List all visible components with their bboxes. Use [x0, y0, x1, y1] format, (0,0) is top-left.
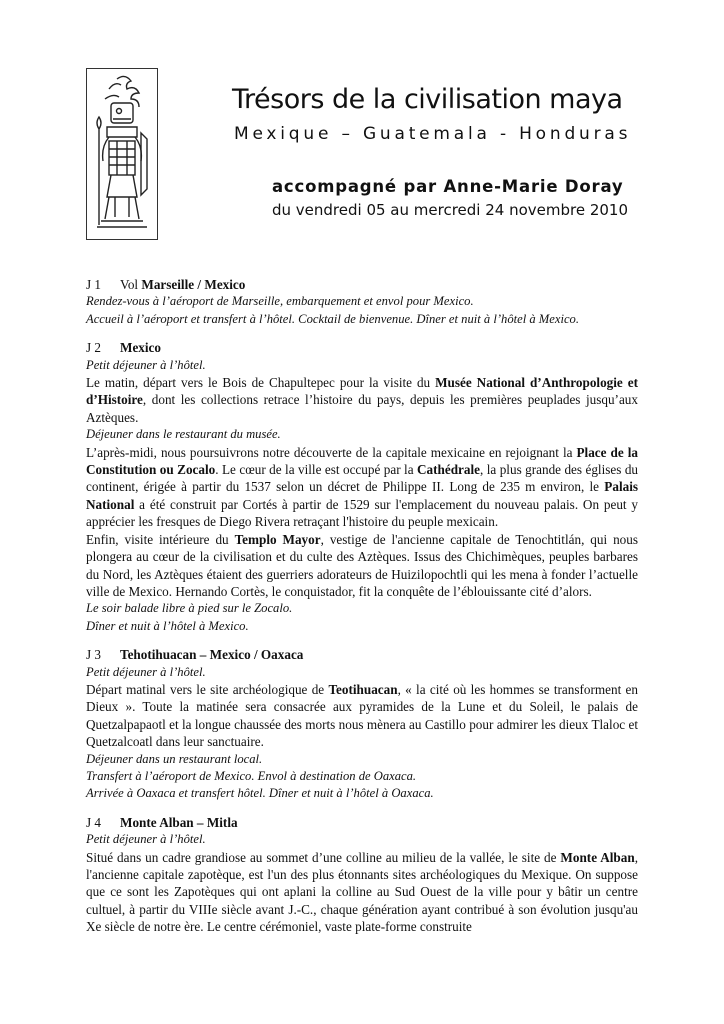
- bold-term: Templo Mayor: [234, 531, 321, 547]
- bold-term: Musée National d’Anthropologie et d’Histoire: [86, 375, 638, 408]
- dates-line: du vendredi 05 au mercredi 24 novembre 2010: [272, 201, 629, 219]
- itinerary: [86, 276, 638, 947]
- paragraph: Départ matinal vers le site archéologique de Teotihuacan, « la cité où les hommes se transforment en Dieux ». Toute la matinée sera consacrée aux pyramides de la Lune et du Soleil, le palais de Quetzalpapaotl et la longue chaussée des morts nous mènera au Castillo pour admirer les dieux Tlaloc et Quetzalcoatl dans leur sanctuaire.: [86, 681, 639, 750]
- bold-term: Place de la Constitution ou Zocalo: [86, 444, 638, 478]
- mayan-figure-logo: [86, 68, 158, 240]
- day-title: [120, 276, 245, 293]
- italic-note: Arrivée à Oaxaca et transfert hôtel. Dîner et nuit à l’hôtel à Oaxaca.: [86, 786, 434, 801]
- paragraph: Le matin, départ vers le Bois de Chapultepec pour la visite du Musée National d’Anthropologie et d’Histoire, dont les collections retrace l’histoire du pays, depuis les premières peuplades jusqu’aux Aztèques.: [86, 375, 638, 425]
- bold-term: Monte Alban: [560, 849, 635, 865]
- bold-term: Teotihuacan: [328, 681, 398, 697]
- paragraph: Enfin, visite intérieure du Templo Mayor, vestige de l'ancienne capitale de Tenochtitlán, qui nous plongera au cœur de la civilisation et du culte des Aztèques. Issus des Chichimèques, peuples barbares du Nord, les Aztèques étaient des guerriers adorateurs de Huizilopochtli qui les mena à fonder l’actuelle ville de Mexico. Hernando Cortès, le conquistador, fit la conquête de l’éblouissante cité d’alors.: [86, 531, 638, 599]
- italic-note: Transfert à l’aéroport de Mexico. Envol à destination de Oaxaca.: [86, 768, 417, 783]
- day-title: [120, 339, 161, 356]
- day-number: J 3: [86, 647, 102, 663]
- bold-term: Palais National: [86, 479, 638, 512]
- day-section: [86, 276, 638, 328]
- paragraph: L’après-midi, nous poursuivrons notre découverte de la capitale mexicaine en rejoignant la Place de la Constitution ou Zocalo. Le cœur de la ville est occupé par la Cathédrale, la plus grande des églises du continent, érigée à partir du 1537 selon un décret de Philippe II. Long de 235 m environ, le Palais National a été construit par Cortés à partir de 1529 sur l'emplacement du nouveau palais. On peut y apprécier les fresques de Diego Rivera retraçant l'histoire du peuple mexicain.: [86, 444, 639, 530]
- day-heading: [86, 276, 638, 293]
- bold-term: Cathédrale: [417, 462, 481, 478]
- day-title-text: Mexico: [120, 340, 162, 356]
- guide-line: accompagné par Anne-Marie Doray: [272, 177, 624, 196]
- day-section: [86, 646, 638, 803]
- italic-note: Rendez-vous à l’aéroport de Marseille, embarquement et envol pour Mexico.: [86, 294, 474, 309]
- day-title-text: Monte Alban – Mitla: [120, 814, 238, 830]
- day-number: J 1: [86, 277, 102, 292]
- paragraph: Situé dans un cadre grandiose au sommet d’une colline au milieu de la vallée, le site de Monte Alban, l'ancienne capitale zapotèque, est l'un des plus étonnants sites archéologiques du Mexique. On suppose que ce sont les Zapotèques qui ont aplani la colline au Sud Ouest de la ville pour y bâtir un centre cultuel, à partir du VIIIe siècle avant J.-C., chaque génération ayant contribué à son évolution jusqu'au Xe siècle de notre ère. Le centre cérémoniel, vaste plate-forme construite: [86, 849, 638, 935]
- italic-note: Déjeuner dans le restaurant du musée.: [86, 427, 281, 442]
- italic-note: Petit déjeuner à l’hôtel.: [86, 357, 206, 372]
- italic-note: Petit déjeuner à l’hôtel.: [86, 832, 206, 847]
- day-section: [86, 814, 638, 936]
- day-title: [120, 646, 303, 663]
- italic-note: Déjeuner dans un restaurant local.: [86, 751, 263, 766]
- day-title-text: Marseille / Mexico: [141, 277, 246, 292]
- page-title: Trésors de la civilisation maya: [232, 84, 623, 115]
- day-number: J 4: [86, 814, 102, 830]
- day-number: J 2: [86, 340, 102, 356]
- day-title-prefix: Vol: [120, 277, 142, 292]
- day-title: [120, 814, 238, 831]
- italic-note: Le soir balade libre à pied sur le Zocalo.: [86, 601, 293, 616]
- page-subtitle: Mexique – Guatemala - Honduras: [234, 124, 632, 144]
- italic-note: Accueil à l’aéroport et transfert à l’hôtel. Cocktail de bienvenue. Dîner et nuit à l’hôtel à Mexico.: [86, 311, 580, 326]
- day-heading: [86, 814, 638, 831]
- mayan-warrior-icon: [87, 69, 156, 238]
- day-heading: [86, 646, 638, 663]
- italic-note: Petit déjeuner à l’hôtel.: [86, 664, 206, 679]
- day-title-text: Tehotihuacan – Mexico / Oaxaca: [120, 647, 304, 663]
- italic-note: Dîner et nuit à l’hôtel à Mexico.: [86, 618, 249, 633]
- day-section: [86, 339, 638, 635]
- day-heading: [86, 339, 638, 356]
